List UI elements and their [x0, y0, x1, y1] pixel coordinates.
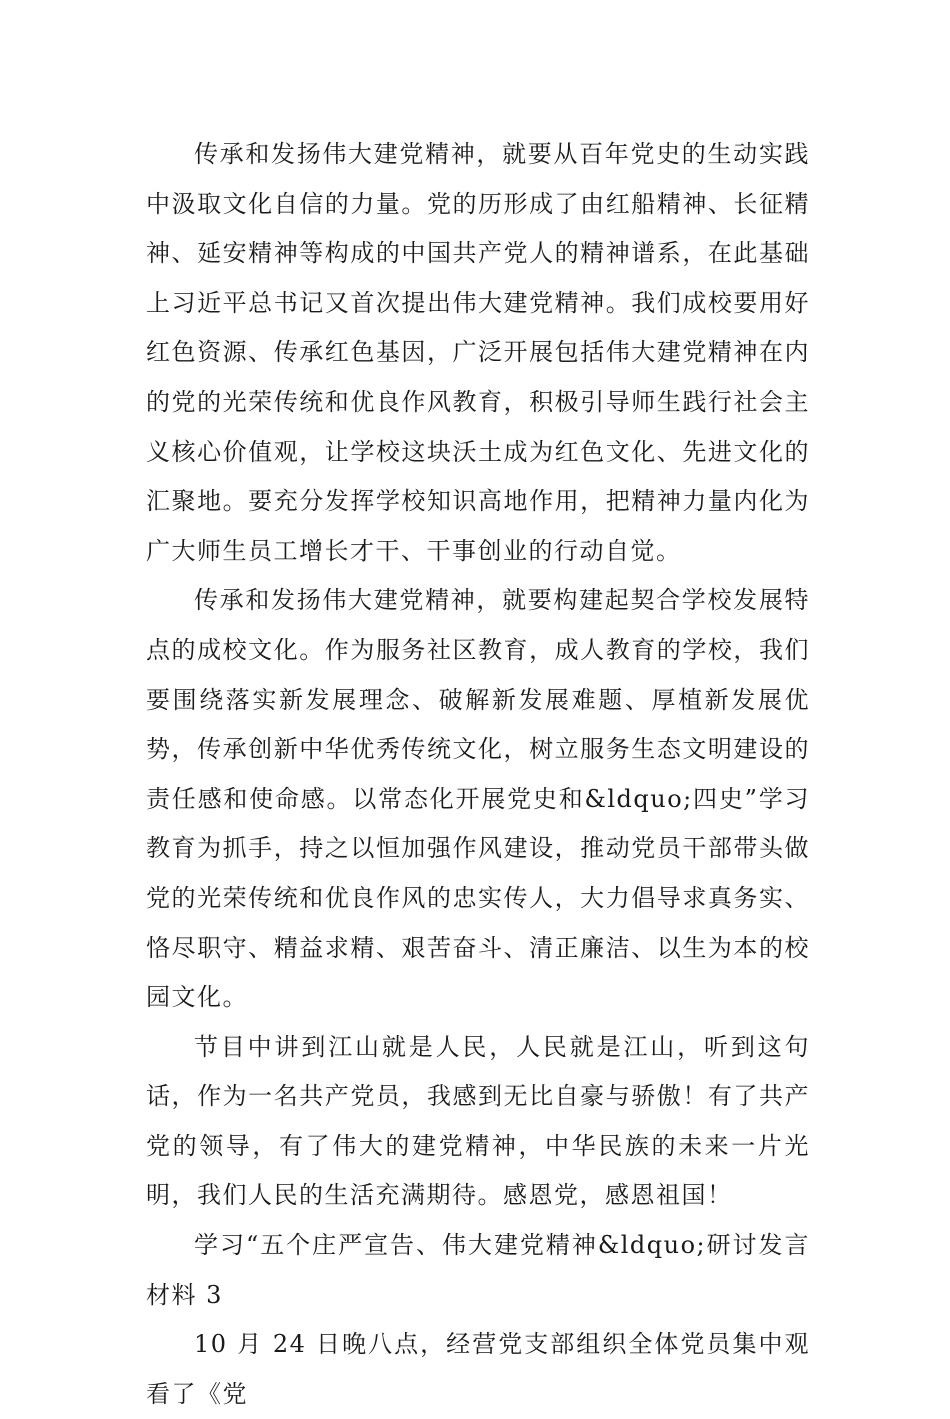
paragraph-2: 传承和发扬伟大建党精神，就要构建起契合学校发展特点的成校文化。作为服务社区教育，成人教育的学校，我们要围绕落实新发展理念、破解新发展难题、厚植新发展优势，传承创新中华优秀传统文化，树立服务生态文明建设的责任感和使命感。以常态化开展党史和&ldquo;四史”学习教育为抓手，持之以恒加强作风建设，推动党员干部带头做党的光荣传统和优良作风的忠实传人，大力倡导求真务实、恪尽职守、精益求精、艰苦奋斗、清正廉洁、以生为本的校园文化。: [146, 586, 810, 1012]
section-heading: 学习“五个庄严宣告、伟大建党精神&ldquo;研讨发言材料 3: [146, 1231, 810, 1309]
document-body: [146, 130, 810, 1419]
paragraph-3: 节目中讲到江山就是人民，人民就是江山，听到这句话，作为一名共产党员，我感到无比自豪与骄傲！有了共产党的领导，有了伟大的建党精神，中华民族的未来一片光明，我们人民的生活充满期待。感恩党，感恩祖国！: [146, 1032, 810, 1210]
paragraph-4: 10 月 24 日晚八点，经营党支部组织全体党员集中观看了《党: [146, 1330, 810, 1408]
paragraph-1: 传承和发扬伟大建党精神，就要从百年党史的生动实践中汲取文化自信的力量。党的历形成了由红船精神、长征精神、延安精神等构成的中国共产党人的精神谱系，在此基础上习近平总书记又首次提出伟大建党精神。我们成校要用好红色资源、传承红色基因，广泛开展包括伟大建党精神在内的党的光荣传统和优良作风教育，积极引导师生践行社会主义核心价值观，让学校这块沃土成为红色文化、先进文化的汇聚地。要充分发挥学校知识高地作用，把精神力量内化为广大师生员工增长才干、干事创业的行动自觉。: [146, 140, 810, 565]
